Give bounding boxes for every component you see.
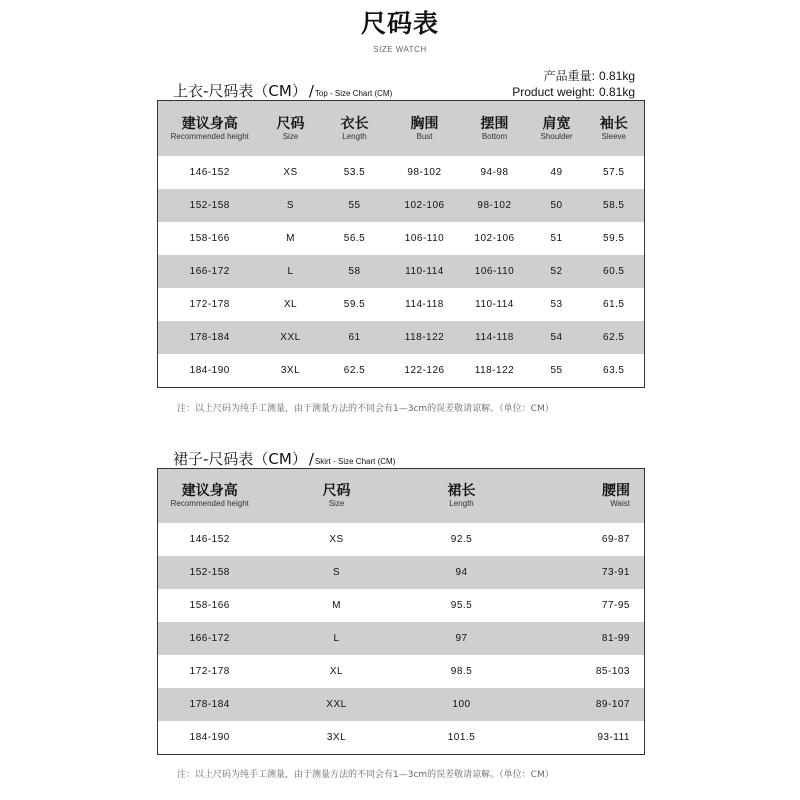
table-cell: 101.5 (447, 732, 476, 743)
top-header-length: 衣长 Length (340, 115, 369, 141)
table-cell: XS (283, 167, 298, 178)
page-title: 尺码表 (360, 9, 439, 38)
table-cell: 51 (550, 233, 563, 244)
table-cell: XL (283, 299, 298, 310)
table-cell: 114-118 (405, 299, 444, 310)
skirt-header-size: 尺码 Size (322, 483, 351, 508)
top-table-note: 注：以上尺码为纯手工测量，由于测量方法的不同会有1—3cm的误差敬请谅解。（单位：CM） (177, 404, 554, 414)
table-cell: XXL (280, 332, 301, 343)
table-cell: 57.5 (603, 167, 625, 178)
table-cell: 60.5 (603, 266, 625, 277)
table-cell: 53 (550, 299, 563, 310)
table-row (158, 589, 645, 622)
table-cell: 73-91 (601, 567, 630, 578)
table-cell: 146-152 (189, 167, 230, 178)
table-cell: 114-118 (475, 332, 514, 343)
table-cell: 85-103 (595, 666, 630, 677)
table-cell: 100 (452, 699, 471, 710)
product-weight-en (512, 85, 635, 99)
table-cell: 62.5 (603, 332, 625, 343)
table-cell: 178-184 (189, 699, 230, 710)
top-size-table (157, 100, 645, 388)
table-cell: 110-114 (475, 299, 514, 310)
table-cell: S (286, 200, 295, 211)
table-cell: L (333, 633, 340, 644)
product-weight-en-value: 0.81kg (598, 85, 635, 99)
table-row (158, 523, 645, 556)
skirt-section-title (173, 448, 395, 469)
skirt-table-header-row (158, 469, 645, 524)
top-header-height: 建议身高 Recommended height (170, 115, 249, 141)
table-cell: 55 (550, 365, 563, 376)
table-cell: 172-178 (189, 666, 230, 677)
table-row (158, 255, 645, 288)
table-cell: L (287, 266, 294, 277)
product-weight-cn-value: 0.81kg (598, 69, 635, 83)
product-weight-en-label: Product weight: (512, 85, 595, 99)
table-cell: 89-107 (595, 699, 630, 710)
table-cell: 94-98 (480, 167, 509, 178)
table-cell: 93-111 (597, 732, 630, 743)
table-cell: 49 (550, 167, 563, 178)
page-subtitle: SIZE WATCH (373, 45, 427, 54)
skirt-table-body (158, 523, 645, 755)
table-row (158, 556, 645, 589)
table-cell: 106-110 (474, 266, 515, 277)
table-cell: 3XL (326, 732, 347, 743)
skirt-table-note: 注：以上尺码为纯手工测量，由于测量方法的不同会有1—3cm的误差敬请谅解。（单位：CM） (177, 770, 554, 780)
table-cell: 94 (455, 567, 468, 578)
table-cell: 62.5 (343, 365, 366, 376)
table-cell: 158-166 (189, 600, 230, 611)
table-cell: 53.5 (343, 167, 366, 178)
skirt-section-title-slash: / (308, 450, 314, 468)
top-section-title-cn: 上衣-尺码表（CM） (173, 82, 307, 100)
table-row (158, 721, 645, 755)
table-row (158, 655, 645, 688)
table-cell: 106-110 (404, 233, 445, 244)
top-header-size: 尺码 Size (276, 115, 305, 141)
table-cell: XS (329, 534, 344, 545)
table-cell: M (332, 600, 341, 611)
product-weight-cn-label: 产品重量: (543, 69, 595, 83)
top-header-bust: 胸围 Bust (410, 115, 439, 141)
table-row (158, 156, 645, 189)
table-cell: 56.5 (343, 233, 366, 244)
top-header-bottom: 摆围 Bottom (480, 115, 509, 141)
table-cell: 58 (348, 266, 361, 277)
skirt-section-title-cn: 裙子-尺码表（CM） (173, 450, 307, 468)
skirt-header-waist: 腰围 Waist (602, 483, 630, 508)
top-section-title (173, 80, 392, 101)
table-cell: 122-126 (404, 365, 445, 376)
table-cell: 59.5 (603, 233, 625, 244)
table-cell: 98-102 (407, 167, 442, 178)
table-cell: 95.5 (450, 600, 473, 611)
table-cell: 172-178 (189, 299, 230, 310)
top-table-header-row (158, 101, 645, 157)
table-row (158, 222, 645, 255)
table-row (158, 189, 645, 222)
product-weight-cn (544, 67, 635, 84)
table-cell: 3XL (280, 365, 301, 376)
table-cell: S (332, 567, 341, 578)
skirt-section-title-en: Skirt - Size Chart (CM) (314, 457, 396, 466)
top-header-sleeve: 袖长 Sleeve (599, 115, 628, 141)
table-cell: 98.5 (450, 666, 473, 677)
table-row (158, 688, 645, 721)
table-cell: 59.5 (343, 299, 366, 310)
table-cell: 92.5 (450, 534, 473, 545)
table-cell: 69-87 (601, 534, 630, 545)
table-cell: 118-122 (474, 365, 515, 376)
table-cell: M (286, 233, 295, 244)
table-cell: 110-114 (405, 266, 444, 277)
table-cell: XL (329, 666, 344, 677)
top-section-title-slash: / (308, 82, 314, 100)
skirt-header-length: 裙长 Length (447, 483, 476, 508)
table-cell: 54 (550, 332, 563, 343)
table-row (158, 288, 645, 321)
table-cell: 102-106 (404, 200, 445, 211)
table-cell: 61.5 (603, 299, 625, 310)
table-cell: 118-122 (404, 332, 445, 343)
table-cell: 63.5 (603, 365, 625, 376)
skirt-header-height: 建议身高 Recommended height (170, 483, 249, 508)
table-cell: 152-158 (189, 200, 230, 211)
table-cell: 166-172 (189, 633, 230, 644)
table-cell: 166-172 (189, 266, 230, 277)
top-table-body (158, 156, 645, 388)
table-cell: 102-106 (474, 233, 515, 244)
table-cell: 58.5 (603, 200, 625, 211)
top-header-shoulder: 肩宽 Shoulder (540, 115, 573, 141)
table-cell: 184-190 (189, 732, 230, 743)
table-cell: 50 (550, 200, 563, 211)
top-section-title-en: Top - Size Chart (CM) (314, 89, 393, 98)
table-cell: 55 (348, 200, 361, 211)
table-cell: 152-158 (189, 567, 230, 578)
table-cell: 146-152 (189, 534, 230, 545)
table-cell: 184-190 (189, 365, 230, 376)
table-cell: 81-99 (601, 633, 630, 644)
table-cell: 97 (455, 633, 468, 644)
table-cell: 52 (550, 266, 563, 277)
table-cell: 178-184 (189, 332, 230, 343)
table-row (158, 622, 645, 655)
table-cell: 61 (348, 332, 361, 343)
table-cell: 98-102 (477, 200, 512, 211)
table-row (158, 321, 645, 354)
table-cell: XXL (326, 699, 347, 710)
table-cell: 158-166 (189, 233, 230, 244)
table-row (158, 354, 645, 388)
skirt-size-table (157, 468, 645, 755)
table-cell: 77-95 (601, 600, 630, 611)
